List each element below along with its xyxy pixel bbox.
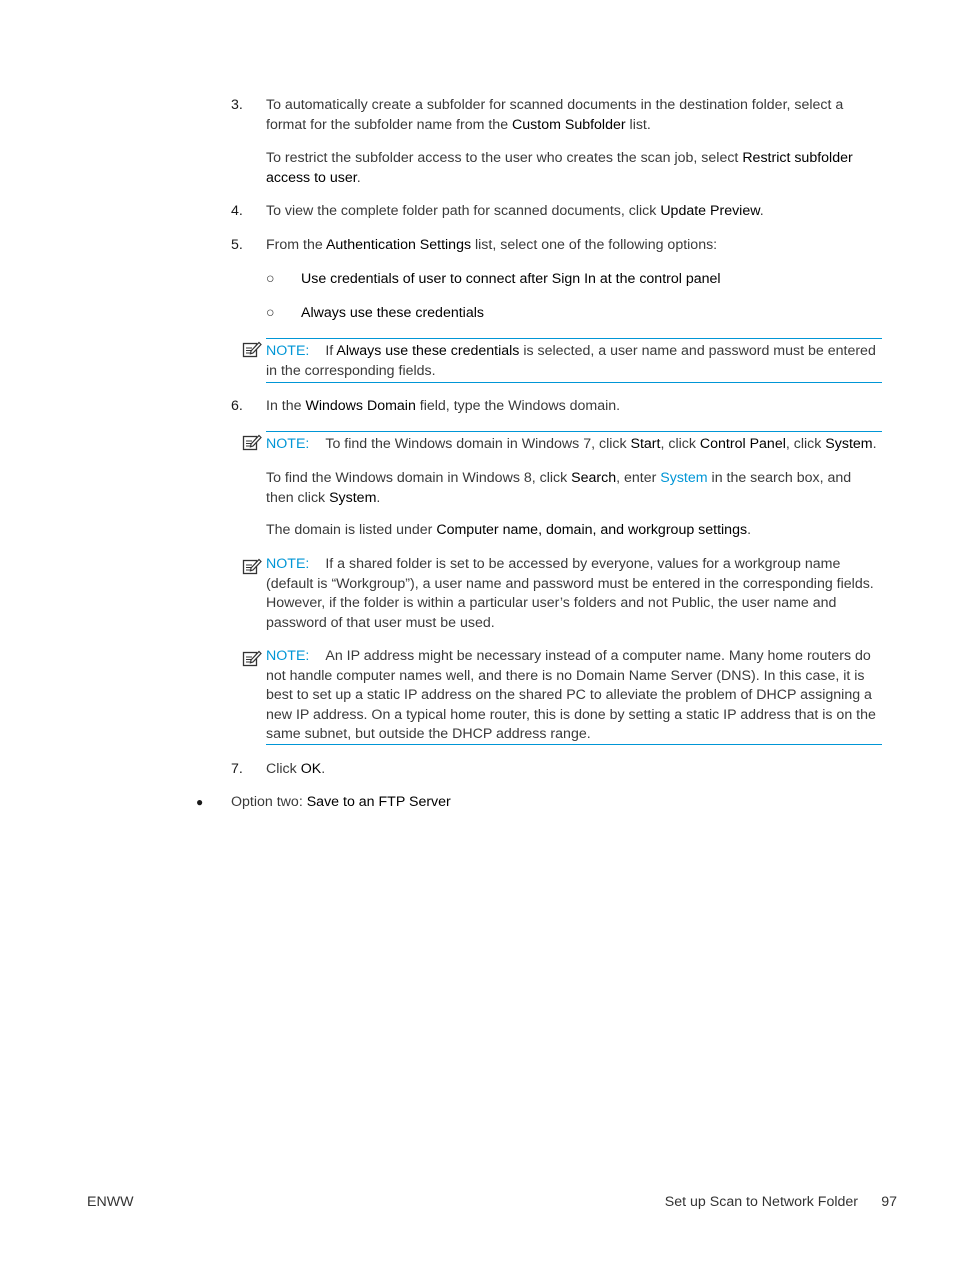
note-bottom-rule <box>266 382 882 383</box>
control-panel-ui: Control Panel <box>699 436 786 452</box>
custom-subfolder-ui: Custom Subfolder <box>512 116 626 133</box>
step-6-text: In the Windows Domain field, type the Windows domain. <box>266 398 621 414</box>
auth-option-2: Always use these credentials <box>301 305 484 321</box>
step-3-number: 3. <box>231 97 243 113</box>
note-2-windows8: To find the Windows domain in Windows 8, click Search, enter System in the search box, and then click System. <box>266 470 852 506</box>
note-label: NOTE: <box>266 436 310 452</box>
step-4-text: To view the complete folder path for scanned documents, click Update Preview. <box>266 203 764 219</box>
system-ui: System <box>825 436 873 452</box>
note-bottom-rule <box>266 744 882 745</box>
note-label: NOTE: <box>266 556 310 572</box>
always-use-credentials-ui: Always use these credentials <box>336 343 520 359</box>
option-two-text: Option two: Save to an FTP Server <box>231 794 451 810</box>
step-5-number: 5. <box>231 237 243 253</box>
option-bullet-icon: ○ <box>266 305 275 321</box>
bullet-icon: ● <box>196 795 204 809</box>
note-label: NOTE: <box>266 343 310 359</box>
step-7-text: Click OK. <box>266 761 326 777</box>
option-bullet-icon: ○ <box>266 271 275 287</box>
step-7-number: 7. <box>231 761 243 777</box>
step-6-number: 6. <box>231 398 243 414</box>
note-icon <box>242 433 262 451</box>
system-ui: System <box>329 489 377 506</box>
note-top-rule <box>266 338 882 339</box>
system-link[interactable]: System <box>660 470 708 486</box>
restrict-subfolder-ui: Restrict subfolder access to user <box>266 150 853 186</box>
step-4-number: 4. <box>231 203 243 219</box>
note-2-domain-location: The domain is listed under Computer name, domain, and workgroup settings. <box>266 522 752 538</box>
footer-left: ENWW <box>87 1194 134 1210</box>
note-2: NOTE: To find the Windows domain in Windows 7, click Start, click Control Panel, click System. <box>266 436 877 452</box>
search-ui: Search <box>571 470 617 486</box>
save-ftp-server-ui: Save to an FTP Server <box>306 794 451 810</box>
note-icon <box>242 557 262 575</box>
auth-option-1: Use credentials of user to connect after Sign In at the control panel <box>301 271 721 287</box>
update-preview-ui: Update Preview <box>660 203 760 219</box>
computer-name-settings-ui: Computer name, domain, and workgroup settings <box>436 522 748 538</box>
page-number: 97 <box>881 1194 897 1210</box>
step-3-text: To automatically create a subfolder for scanned documents in the destination folder, select a format for the subfolder name from the Custom Subfolder list. <box>266 97 844 133</box>
note-1: NOTE: If Always use these credentials is selected, a user name and password must be entered in the corresponding fields. <box>266 343 876 379</box>
footer-section-title: Set up Scan to Network Folder <box>664 1194 858 1210</box>
ok-ui: OK <box>300 761 322 777</box>
note-4: NOTE: An IP address might be necessary instead of a computer name. Many home routers do not handle computer names well, and there is no Domain Name Server (DNS). In this case, it is best to set up a static IP address on the shared PC to alleviate the problem of DHCP assigning a new IP address. On a typical home router, this is done by setting a static IP address that is on the same subnet, but outside the DHCP address range. <box>266 648 876 742</box>
note-top-rule <box>266 431 882 432</box>
step-5-text: From the Authentication Settings list, select one of the following options: <box>266 237 718 253</box>
note-label: NOTE: <box>266 648 310 664</box>
note-icon <box>242 340 262 358</box>
note-icon <box>242 649 262 667</box>
authentication-settings-ui: Authentication Settings <box>325 237 472 253</box>
windows-domain-ui: Windows Domain <box>305 398 416 414</box>
note-3: NOTE: If a shared folder is set to be accessed by everyone, values for a workgroup name (default is “Workgroup”), a user name and password must be entered in the corresponding fields. However, if the folder is within a particular user’s folders and not Public, the user name and password of that user must be used. <box>266 556 874 631</box>
start-ui: Start <box>630 436 661 452</box>
step-3-restrict-text: To restrict the subfolder access to the user who creates the scan job, select Restrict subfolder access to user. <box>266 150 853 186</box>
